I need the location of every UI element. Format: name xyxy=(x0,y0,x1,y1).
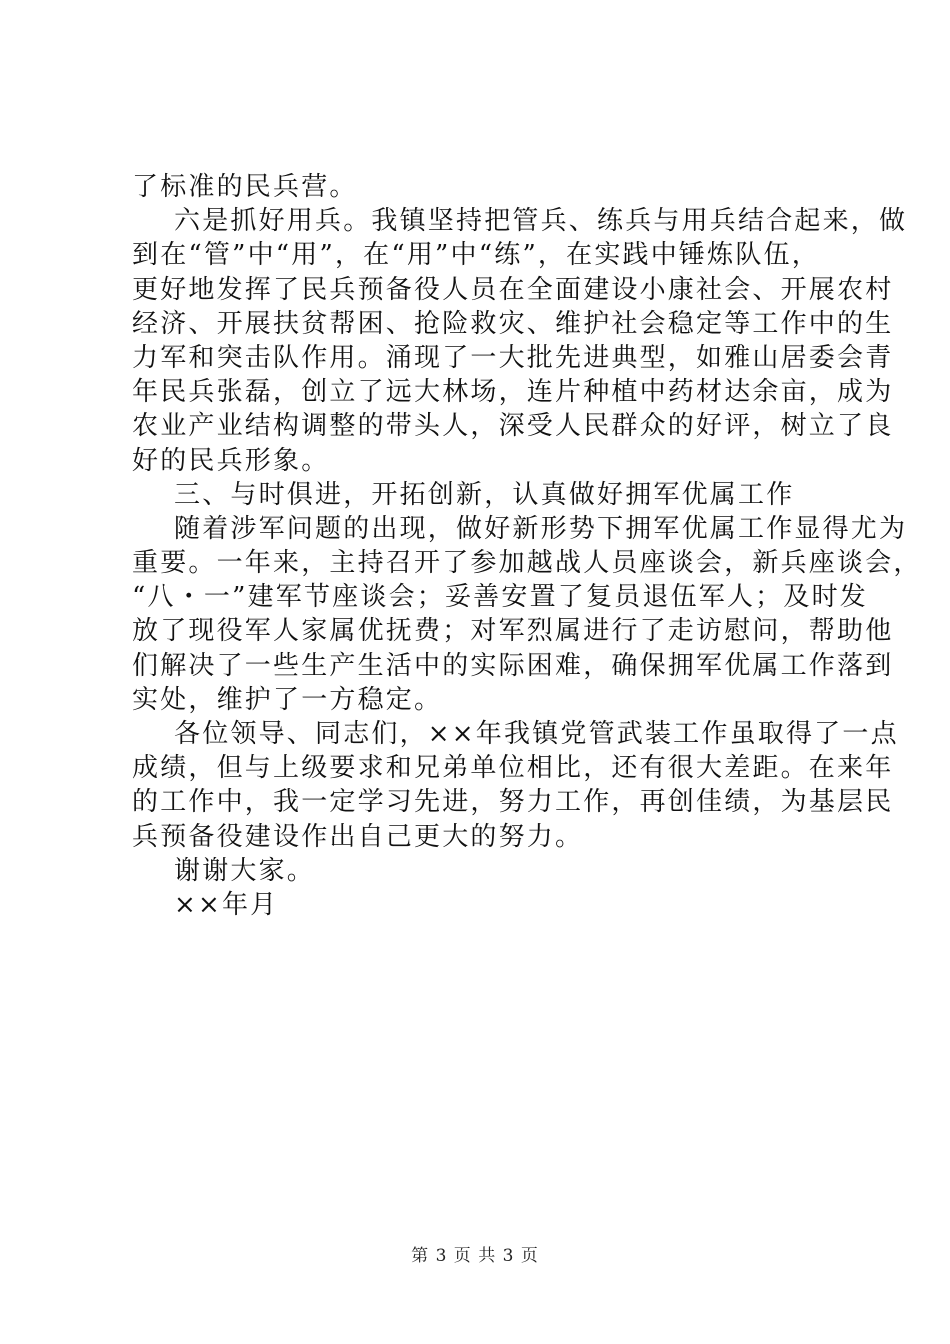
paragraph-start-line: 随着涉军问题的出现，做好新形势下拥军优属工作显得尤为 xyxy=(174,513,908,544)
text-line: 兵预备役建设作出自己更大的努力。 xyxy=(132,821,584,852)
text-line: 重要。一年来，主持召开了参加越战人员座谈会，新兵座谈会， xyxy=(132,548,922,579)
text-line: 了标准的民兵营。 xyxy=(132,172,358,202)
paragraph-start-line: 各位领导、同志们，××年我镇党管武装工作虽取得了一点 xyxy=(174,719,899,749)
text-line: 年民兵张磊，创立了远大林场，连片种植中药材达余亩，成为 xyxy=(132,377,894,408)
text-line: 实处，维护了一方稳定。 xyxy=(132,684,443,715)
text-line: 力军和突击队作用。涌现了一大批先进典型，如雅山居委会青 xyxy=(132,342,894,373)
text-line: 的工作中，我一定学习先进，努力工作，再创佳绩，为基层民 xyxy=(132,787,894,818)
page-number-footer: 第 3 页 共 3 页 xyxy=(411,1246,539,1266)
text-line: 们解决了一些生产生活中的实际困难，确保拥军优属工作落到 xyxy=(132,650,894,681)
text-line: “八・一”建军节座谈会；妥善安置了复员退伍军人；及时发 xyxy=(132,582,868,613)
text-line: 更好地发挥了民兵预备役人员在全面建设小康社会、开展农村 xyxy=(132,274,894,305)
text-line: 好的民兵形象。 xyxy=(132,445,330,476)
text-line: 放了现役军人家属优抚费；对军烈属进行了走访慰问，帮助他 xyxy=(132,616,894,647)
text-line: 经济、开展扶贫帮困、抢险救灾、维护社会稳定等工作中的生 xyxy=(132,308,894,339)
closing-thanks: 谢谢大家。 xyxy=(174,855,316,886)
text-line: 农业产业结构调整的带头人，深受人民群众的好评，树立了良 xyxy=(132,411,894,442)
text-line: 成绩，但与上级要求和兄弟单位相比，还有很大差距。在来年 xyxy=(132,753,894,784)
paragraph-start-line: 六是抓好用兵。我镇坚持把管兵、练兵与用兵结合起来，做 xyxy=(174,206,908,237)
closing-date: ××年月 xyxy=(174,889,279,920)
text-line: 到在“管”中“用”，在“用”中“练”，在实践中锤炼队伍， xyxy=(132,240,820,271)
document-body xyxy=(132,170,922,922)
section-heading: 三、与时俱进，开拓创新，认真做好拥军优属工作 xyxy=(174,479,795,510)
